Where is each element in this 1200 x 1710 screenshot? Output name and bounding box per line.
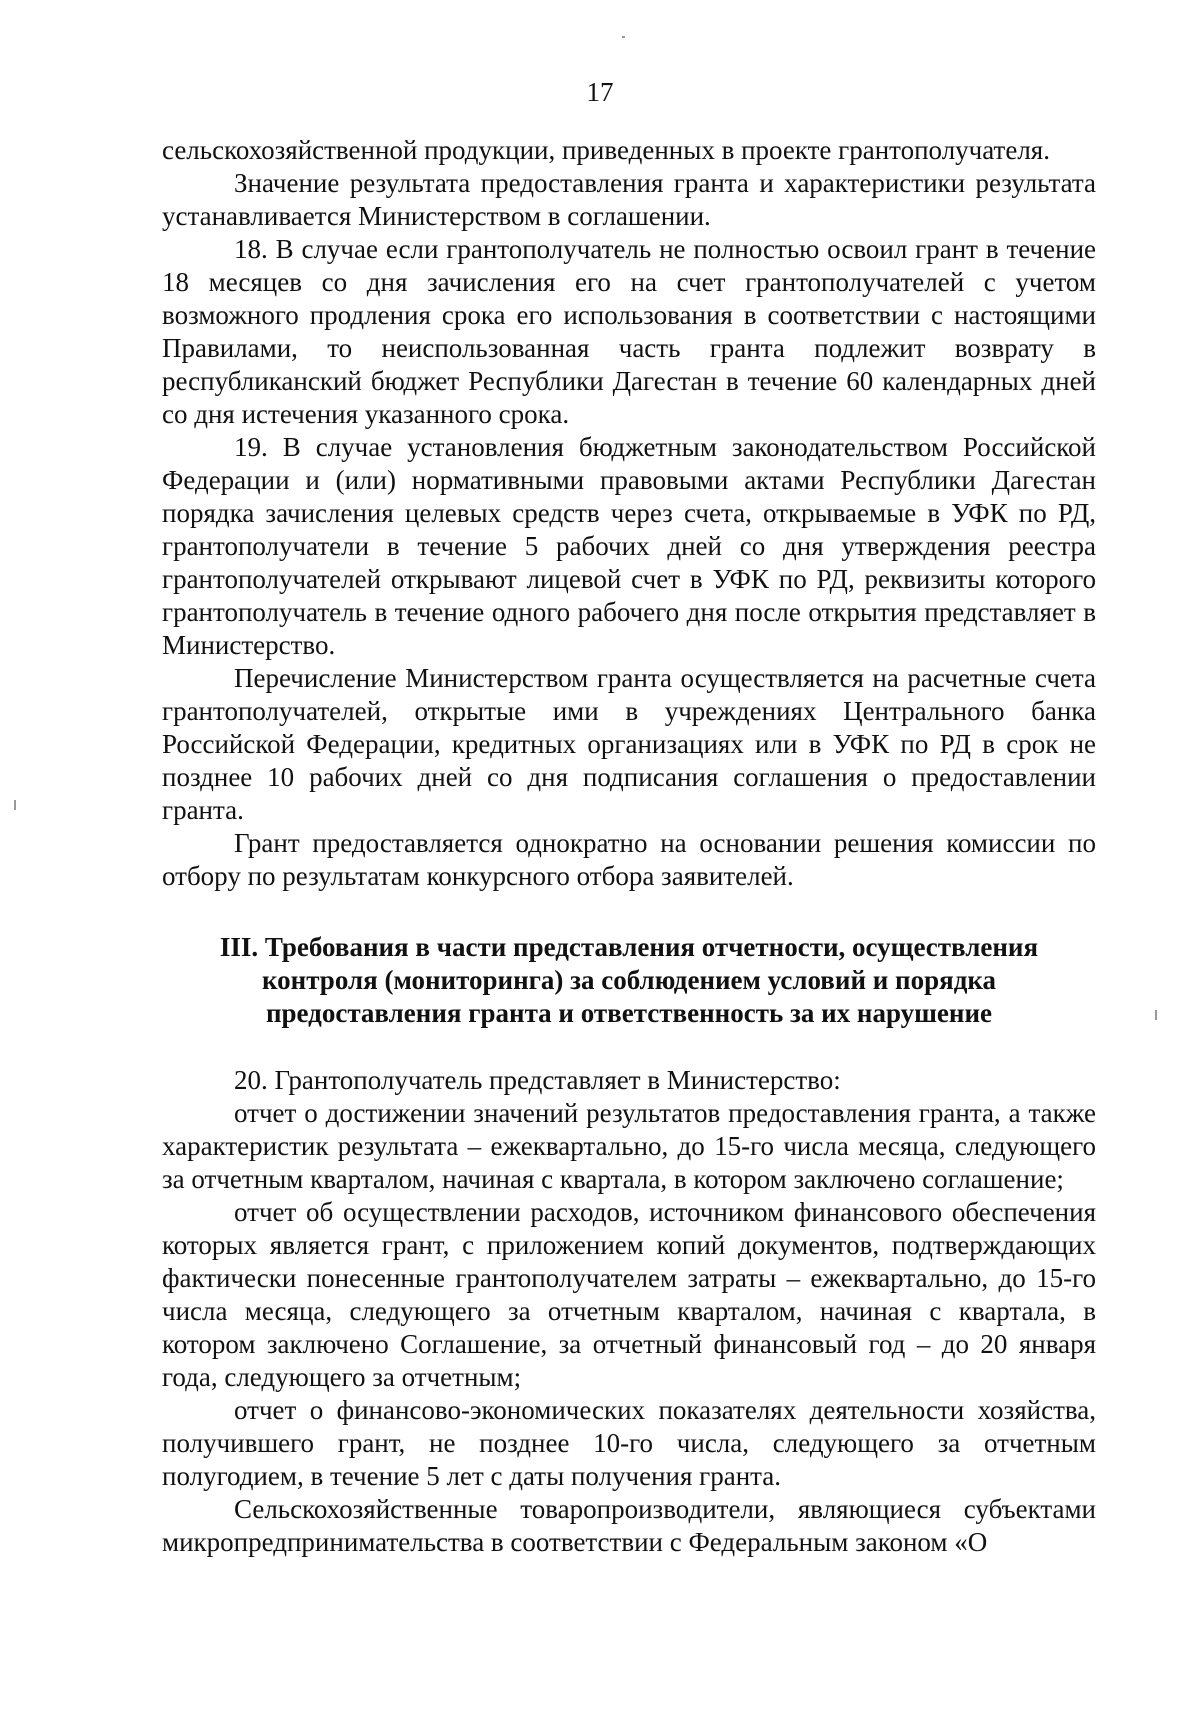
paragraph: отчет о достижении значений результатов предоставления гранта, а также характеристик результата – ежеквартально, до 15-го числа месяца, следующего за отчетным кварталом, начиная с квартала, в котором заключено соглашение; xyxy=(162,1098,1096,1194)
paragraph: отчет о финансово-экономических показателях деятельности хозяйства, получившего грант, не позднее 10-го числа, следующего за отчетным полугодием, в течение 5 лет с даты получения гранта. xyxy=(162,1395,1096,1491)
section-heading-line: контроля (мониторинга) за соблюдением условий и порядка xyxy=(261,965,997,995)
paragraph: Перечисление Министерством гранта осуществляется на расчетные счета грантополучателей, открытые ими в учреждениях Центрального банка Российской Федерации, кредитных организациях или в УФК по РД в срок не позднее 10 рабочих дней со дня подписания соглашения о предоставлении гранта. xyxy=(162,663,1096,825)
page-number: 17 xyxy=(586,77,614,107)
paragraph-item-18: 18. В случае если грантополучатель не полностью освоил грант в течение 18 месяцев со дня зачисления его на счет грантополучателей с учетом возможного продления срока его использования в соответствии с настоящими Правилами, то неиспользованная часть гранта подлежит возврату в республиканский бюджет Республики Дагестан в течение 60 календарных дней со дня истечения указанного срока. xyxy=(162,234,1096,429)
paragraph-item-20: 20. Грантополучатель представляет в Министерство: xyxy=(234,1065,841,1095)
scan-artifact-mark xyxy=(14,800,16,810)
scan-artifact-mark xyxy=(622,36,625,38)
section-heading xyxy=(162,931,1096,1030)
scan-artifact-mark xyxy=(1155,1010,1157,1020)
paragraph: Значение результата предоставления гранта и характеристики результата устанавливается Министерством в соглашении. xyxy=(162,168,1096,231)
paragraph: сельскохозяйственной продукции, приведенных в проекте грантополучателя. xyxy=(162,135,1050,165)
document-body xyxy=(162,134,1096,1559)
paragraph: отчет об осуществлении расходов, источником финансового обеспечения которых является грант, с приложением копий документов, подтверждающих фактически понесенные грантополучателем затраты – ежеквартально, до 15-го числа месяца, следующего за отчетным кварталом, начиная с квартала, в котором заключено Соглашение, за отчетный финансовый год – до 20 января года, следующего за отчетным; xyxy=(162,1197,1096,1392)
paragraph: Сельскохозяйственные товаропроизводители, являющиеся субъектами микропредпринимательства в соответствии с Федеральным законом «О xyxy=(162,1494,1096,1557)
paragraph-item-19: 19. В случае установления бюджетным законодательством Российской Федерации и (или) нормативными правовыми актами Республики Дагестан порядка зачисления целевых средств через счета, открываемые в УФК по РД, грантополучатели в течение 5 рабочих дней со дня утверждения реестра грантополучателей открывают лицевой счет в УФК по РД, реквизиты которого грантополучатель в течение одного рабочего дня после открытия представляет в Министерство. xyxy=(162,432,1096,660)
section-heading-line: III. Требования в части представления отчетности, осуществления xyxy=(219,932,1039,962)
section-heading-line: предоставления гранта и ответственность за их нарушение xyxy=(265,998,992,1028)
paragraph: Грант предоставляется однократно на основании решения комиссии по отбору по результатам конкурсного отбора заявителей. xyxy=(162,828,1096,891)
